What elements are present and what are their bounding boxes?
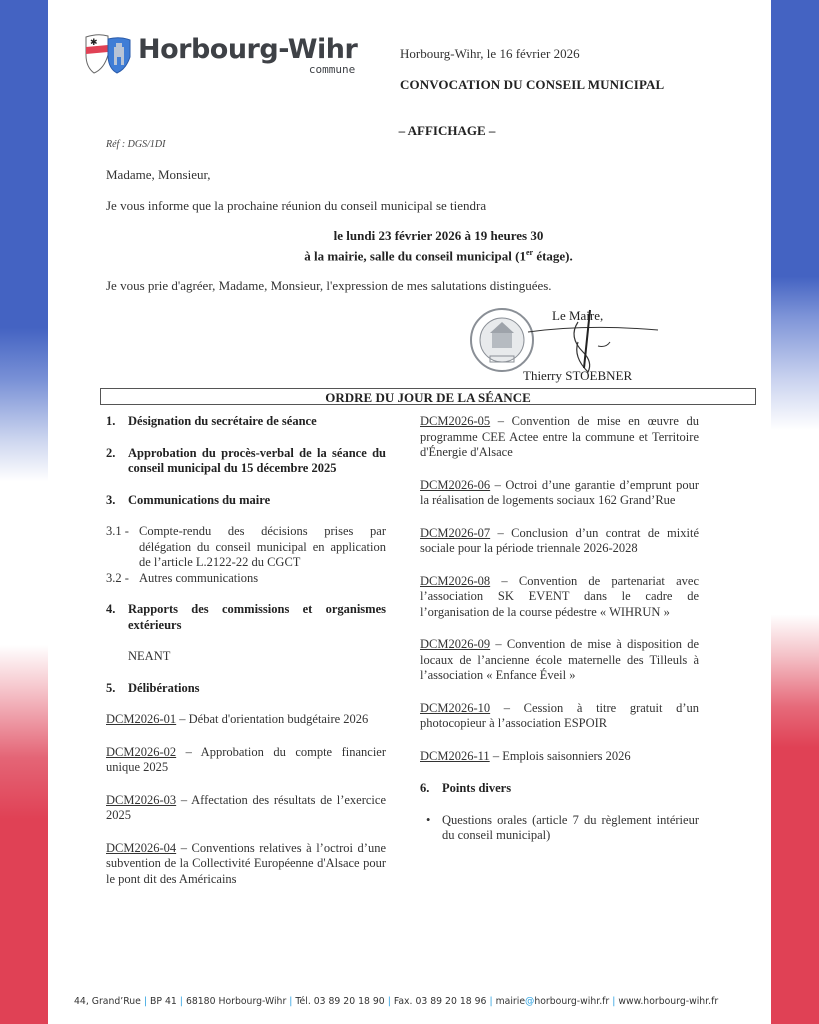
- deliberation-code: DCM2026-05: [420, 414, 491, 428]
- intro-text: Je vous informe que la prochaine réunion du conseil municipal se tiendra: [106, 198, 487, 213]
- agenda-item-3: 3. Communications du maire: [106, 492, 271, 507]
- document-title: CONVOCATION DU CONSEIL MUNICIPAL: [400, 77, 665, 92]
- logo-name: Horbourg-Wihr: [138, 34, 358, 65]
- deliberation-code: DCM2026-04: [106, 840, 177, 855]
- document-page: [48, 0, 771, 1024]
- footer-contact: [74, 996, 718, 1007]
- meeting-location-prefix: à la mairie, salle du conseil municipal (1: [304, 248, 526, 264]
- deliberation-item: DCM2026-08 – Convention de partenariat avec l’association SK EVENT dans le cadre de l’organisation de la course pédestre « WIHRUN »: [420, 573, 699, 619]
- svg-text:✱: ✱: [90, 38, 98, 48]
- agenda-item-3-1: 3.1 - Compte-rendu des décisions prises par délégation du conseil municipal en application de l’article L.2122-22 du CGCT: [106, 524, 386, 569]
- deliberation-item: DCM2026-02 – Approbation du compte financier unique 2025: [106, 744, 386, 774]
- deliberation-item: DCM2026-11 – Emplois saisonniers 2026: [420, 748, 631, 763]
- mayor-name: Thierry STOEBNER: [523, 368, 633, 383]
- deliberation-code: DCM2026-01: [106, 712, 177, 726]
- separator: |: [143, 996, 148, 1007]
- closing-text: Je vous prie d'agréer, Madame, Monsieur, l'expression de mes salutations distinguées.: [106, 278, 552, 293]
- tricolor-band-left: [0, 0, 48, 1024]
- footer-bp: BP 41: [150, 996, 177, 1007]
- coat-of-arms-icon: [84, 33, 134, 75]
- deliberation-item: DCM2026-07 – Conclusion d’un contrat de mixité sociale pour la période triennale 2026-2028: [420, 525, 699, 555]
- meeting-location-sup: er: [525, 248, 534, 257]
- bullet-icon: •: [426, 812, 431, 827]
- agenda-item-4-note: NEANT: [128, 649, 171, 663]
- deliberation-item: DCM2026-01 – Débat d'orientation budgétaire 2026: [106, 712, 369, 726]
- logo-subtitle: commune: [308, 63, 356, 76]
- footer-address: 44, Grand’Rue: [74, 996, 141, 1007]
- agenda-item-2: 2. Approbation du procès-verbal de la séance du conseil municipal du 15 décembre 2025: [106, 445, 386, 475]
- footer-website[interactable]: www.horbourg-wihr.fr: [618, 996, 719, 1007]
- separator: |: [289, 996, 293, 1007]
- deliberation-item: DCM2026-10 – Cession à titre gratuit d’un photocopieur à l’association ESPOIR: [420, 700, 699, 730]
- agenda-item-1: 1. Désignation du secrétaire de séance: [106, 414, 317, 428]
- deliberation-code: DCM2026-11: [420, 748, 490, 763]
- deliberation-code: DCM2026-10: [420, 700, 491, 715]
- salutation: Madame, Monsieur,: [106, 167, 211, 182]
- agenda-item-6-bullet: • Questions orales (article 7 du règlement intérieur du conseil municipal): [426, 812, 699, 842]
- separator: |: [179, 996, 183, 1007]
- deliberation-item: DCM2026-09 – Convention de mise à disposition de locaux de l’ancienne école maternelle des Tilleuls à l’association « Enfance Éveil »: [420, 637, 699, 682]
- agenda-column-right: [420, 414, 699, 844]
- separator: |: [489, 996, 493, 1007]
- agenda-item-4: 4. Rapports des commissions et organismes extérieurs: [106, 602, 386, 632]
- affichage-label: – AFFICHAGE –: [398, 123, 496, 138]
- deliberation-code: DCM2026-09: [420, 637, 491, 651]
- agenda-column-left: [106, 414, 386, 904]
- footer-fax: Fax. 03 89 20 18 96: [393, 996, 487, 1007]
- deliberation-code: DCM2026-03: [106, 792, 177, 807]
- deliberation-code: DCM2026-02: [106, 744, 177, 759]
- footer-tel: Tél. 03 89 20 18 90: [295, 996, 385, 1007]
- deliberation-code: DCM2026-07: [420, 525, 491, 540]
- separator: |: [612, 996, 616, 1007]
- deliberation-item: DCM2026-06 – Octroi d’une garantie d’emprunt pour la réalisation de logements sociaux 162 Grand’Rue: [420, 477, 699, 507]
- document-date: Horbourg-Wihr, le 16 février 2026: [400, 46, 580, 61]
- meeting-location-suffix: étage).: [533, 248, 573, 264]
- agenda-item-3-2: 3.2 - Autres communications: [106, 570, 259, 585]
- tricolor-band-right: [771, 0, 819, 1024]
- deliberation-item: DCM2026-05 – Convention de mise en œuvre du programme CEE Actee entre la commune et Territoire d'Énergie d'Alsace: [420, 414, 699, 459]
- meeting-date: le lundi 23 février 2026 à 19 heures 30: [333, 228, 544, 243]
- signature-block: [468, 302, 668, 388]
- agenda-item-6: 6. Points divers: [420, 781, 512, 795]
- meeting-location: [48, 248, 771, 264]
- footer-city: 68180 Horbourg-Wihr: [185, 996, 287, 1007]
- signature-title: Le Maire,: [552, 308, 604, 323]
- deliberation-item: DCM2026-04 – Conventions relatives à l’octroi d’une subvention de la Collectivité Européenne d'Alsace pour le pont dit des Américains: [106, 840, 386, 886]
- agenda-title: ORDRE DU JOUR DE LA SÉANCE: [100, 388, 756, 405]
- agenda-item-5: 5. Délibérations: [106, 680, 200, 695]
- deliberation-code: DCM2026-06: [420, 477, 491, 492]
- commune-logo: [84, 33, 357, 75]
- separator: |: [387, 996, 391, 1007]
- reference: Réf : DGS/1DI: [106, 139, 166, 150]
- footer-email[interactable]: mairie@horbourg-wihr.fr: [495, 996, 610, 1007]
- deliberation-code: DCM2026-08: [420, 573, 491, 588]
- deliberation-item: DCM2026-03 – Affectation des résultats de l’exercice 2025: [106, 792, 386, 822]
